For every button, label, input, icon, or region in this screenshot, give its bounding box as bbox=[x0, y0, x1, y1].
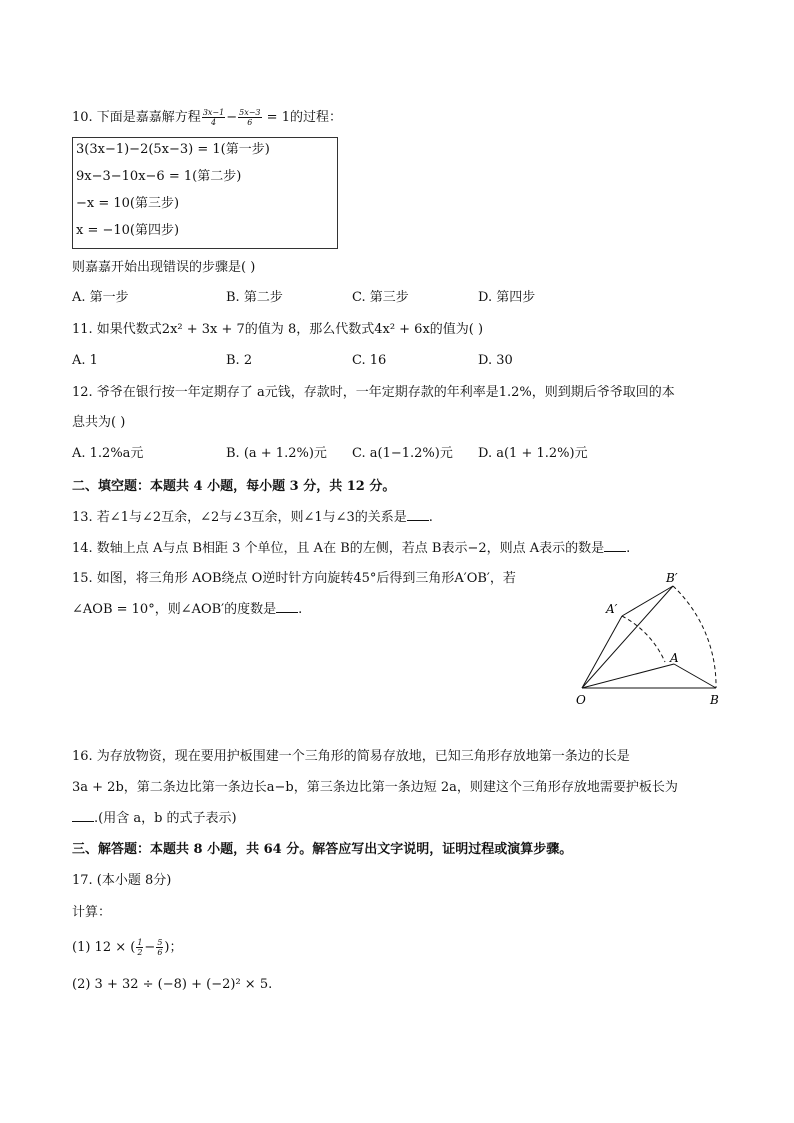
q12-option-c[interactable]: C. a(1−1.2%)元 bbox=[352, 446, 453, 461]
arc-b-to-b-prime bbox=[673, 586, 716, 688]
q15-answer-blank[interactable] bbox=[276, 600, 298, 613]
q10-option-d[interactable]: D. 第四步 bbox=[478, 290, 536, 305]
q12-option-b[interactable]: B. (a + 1.2%)元 bbox=[226, 446, 327, 461]
q12-stem-line-1: 12. 爷爷在银行按一年定期存了 a元钱，存款时，一年定期存款的年利率是1.2%，则到期后爷爷取回的本 bbox=[72, 385, 675, 400]
arc-a-to-a-prime bbox=[622, 616, 665, 662]
q10-option-b[interactable]: B. 第二步 bbox=[226, 290, 283, 305]
q10-step-4: x = −10(第四步) bbox=[76, 223, 180, 238]
segment-oa bbox=[582, 664, 674, 688]
q17-part-2: (2) 3 + 32 ÷ (−8) + (−2)² × 5. bbox=[72, 977, 273, 992]
q10-option-a[interactable]: A. 第一步 bbox=[72, 290, 129, 305]
label-a-prime: A′ bbox=[606, 602, 618, 616]
label-b: B bbox=[710, 693, 719, 707]
q15-stem-line-1: 15. 如图，将三角形 AOB绕点 O逆时针方向旋转45°后得到三角形A′OB′，若 bbox=[72, 571, 516, 586]
q11-option-c[interactable]: C. 16 bbox=[352, 353, 387, 368]
q11-option-b[interactable]: B. 2 bbox=[226, 353, 253, 368]
segment-ap-bp bbox=[622, 586, 673, 616]
q10-step-1: 3(3x−1)−2(5x−3) = 1(第一步) bbox=[76, 142, 270, 157]
q12-option-d[interactable]: D. a(1 + 1.2%)元 bbox=[478, 446, 588, 461]
segment-ob-prime bbox=[582, 586, 673, 688]
q10-fraction-2: $\frac{5x-3}{6}$ bbox=[239, 108, 261, 127]
q10-step-2: 9x−3−10x−6 = 1(第二步) bbox=[76, 169, 242, 184]
section-2-heading: 二、填空题：本题共 4 小题，每小题 3 分，共 12 分。 bbox=[72, 479, 396, 494]
q16-stem-line-1: 16. 为存放物资，现在要用护板围建一个三角形的简易存放地，已知三角形存放地第一条边的长是 bbox=[72, 749, 630, 764]
section-3-heading: 三、解答题：本题共 8 小题，共 64 分。解答应写出文字说明，证明过程或演算步骤。 bbox=[72, 842, 573, 857]
q11-option-a[interactable]: A. 1 bbox=[72, 353, 98, 368]
q10-solution-box bbox=[72, 137, 338, 249]
q10-step-3: −x = 10(第三步) bbox=[76, 196, 180, 211]
q14-answer-blank[interactable] bbox=[604, 539, 626, 552]
q10-option-c[interactable]: C. 第三步 bbox=[352, 290, 409, 305]
q10-stem: 10. 下面是嘉嘉解方程 $\frac{3x-1}{4}$ − $\frac{5x-3}{6}$ = 1的过程： bbox=[72, 108, 342, 127]
q16-answer-blank[interactable] bbox=[72, 809, 94, 822]
label-b-prime: B′ bbox=[666, 571, 678, 585]
q17-instruction: 计算： bbox=[72, 905, 112, 920]
q14-stem: 14. 数轴上点 A与点 B相距 3 个单位，且 A在 B的左侧，若点 B表示−2，则点 A表示的数是 . bbox=[72, 541, 631, 556]
q13-answer-blank[interactable] bbox=[407, 508, 429, 521]
label-o: O bbox=[576, 693, 586, 707]
q11-stem: 11. 如果代数式2x² + 3x + 7的值为 8，那么代数式4x² + 6x的值为( ) bbox=[72, 322, 484, 337]
segment-oa-prime bbox=[582, 616, 622, 688]
q16-stem-line-3: .(用含 a，b 的式子表示) bbox=[72, 809, 237, 828]
label-a: A bbox=[670, 651, 679, 665]
q10-question: 则嘉嘉开始出现错误的步骤是( ) bbox=[72, 260, 256, 275]
q17-part-1: (1) 12 × ( $\frac{1}{2}$ − $\frac{5}{6}$ )； bbox=[72, 938, 183, 957]
segment-ab bbox=[674, 664, 716, 688]
q12-option-a[interactable]: A. 1.2%a元 bbox=[72, 446, 144, 461]
q11-option-d[interactable]: D. 30 bbox=[478, 353, 513, 368]
q17-fraction-1: $\frac{1}{2}$ bbox=[137, 938, 143, 957]
q12-stem-line-2: 息共为( ) bbox=[72, 415, 126, 430]
q17-title: 17. (本小题 8分) bbox=[72, 873, 172, 888]
q16-stem-line-2: 3a + 2b，第二条边比第一条边长a−b，第三条边比第一条边短 2a，则建这个三角形存放地需要护板长为 bbox=[72, 780, 678, 795]
q15-stem-line-2: ∠AOB = 10°，则∠AOB′的度数是 . bbox=[72, 602, 303, 617]
q13-stem: 13. 若∠1与∠2互余，∠2与∠3互余，则∠1与∠3的关系是 . bbox=[72, 510, 433, 525]
q15-rotation-figure bbox=[570, 568, 730, 713]
q17-fraction-2: $\frac{5}{6}$ bbox=[157, 938, 163, 957]
q10-fraction-1: $\frac{3x-1}{4}$ bbox=[202, 108, 225, 127]
